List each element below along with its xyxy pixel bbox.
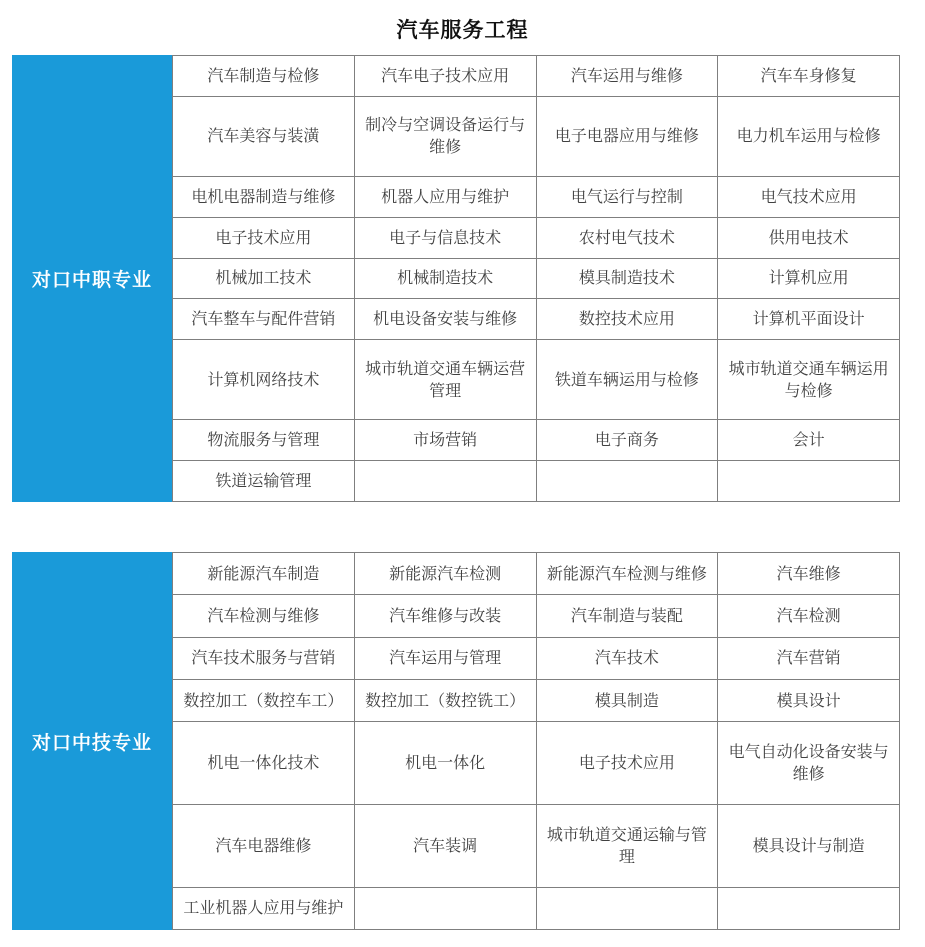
major-cell: 供用电技术 [718,217,900,258]
major-cell [354,461,536,502]
major-cell: 汽车美容与装潢 [173,96,355,176]
major-cell: 电子电器应用与维修 [536,96,718,176]
major-cell: 电气自动化设备安装与维修 [718,722,900,805]
table-row [173,722,900,805]
major-cell: 模具制造技术 [536,258,718,299]
major-cell: 城市轨道交通车辆运用与检修 [718,340,900,420]
major-table [172,552,900,930]
page-title: 汽车服务工程 [396,18,529,42]
major-cell: 计算机平面设计 [718,299,900,340]
major-cell: 数控加工（数控铣工） [354,679,536,721]
major-cell: 农村电气技术 [536,217,718,258]
major-cell: 模具制造 [536,679,718,721]
major-table [172,55,900,502]
major-cell: 汽车电器维修 [173,804,355,887]
section-technical-school [12,552,900,930]
major-cell: 汽车维修 [718,553,900,595]
major-cell: 汽车车身修复 [718,56,900,97]
major-cell: 电气技术应用 [718,176,900,217]
major-cell: 汽车维修与改装 [354,595,536,637]
major-cell: 模具设计 [718,679,900,721]
major-cell: 汽车装调 [354,804,536,887]
major-cell: 市场营销 [354,420,536,461]
major-cell: 计算机应用 [718,258,900,299]
major-cell: 会计 [718,420,900,461]
major-cell: 汽车技术服务与营销 [173,637,355,679]
major-cell: 电子商务 [536,420,718,461]
table-row [173,258,900,299]
major-cell: 机械制造技术 [354,258,536,299]
section-vocational-secondary [12,55,900,502]
major-cell: 机电一体化技术 [173,722,355,805]
major-cell: 新能源汽车检测 [354,553,536,595]
table-row [173,595,900,637]
major-cell: 电气运行与控制 [536,176,718,217]
major-cell: 电子技术应用 [536,722,718,805]
major-cell: 数控加工（数控车工） [173,679,355,721]
section-label: 对口中职专业 [12,55,172,502]
table-row [173,461,900,502]
major-cell [536,461,718,502]
major-cell: 计算机网络技术 [173,340,355,420]
major-cell: 制冷与空调设备运行与维修 [354,96,536,176]
major-cell: 模具设计与制造 [718,804,900,887]
major-cell: 新能源汽车制造 [173,553,355,595]
table-row [173,340,900,420]
major-cell: 汽车电子技术应用 [354,56,536,97]
table-row [173,96,900,176]
section-label: 对口中技专业 [12,552,172,930]
major-cell [718,461,900,502]
major-cell: 汽车制造与装配 [536,595,718,637]
major-cell [536,887,718,929]
major-cell: 电力机车运用与检修 [718,96,900,176]
major-cell: 电子技术应用 [173,217,355,258]
major-cell: 铁道车辆运用与检修 [536,340,718,420]
major-cell: 汽车整车与配件营销 [173,299,355,340]
major-cell: 汽车检测与维修 [173,595,355,637]
table-row [173,804,900,887]
major-cell: 物流服务与管理 [173,420,355,461]
table-row [173,420,900,461]
major-cell: 城市轨道交通车辆运营管理 [354,340,536,420]
major-cell: 电机电器制造与维修 [173,176,355,217]
major-cell: 工业机器人应用与维护 [173,887,355,929]
major-cell: 铁道运输管理 [173,461,355,502]
major-cell: 机电一体化 [354,722,536,805]
table-row [173,637,900,679]
table-row [173,679,900,721]
major-cell: 汽车运用与维修 [536,56,718,97]
table-row [173,887,900,929]
major-cell: 汽车营销 [718,637,900,679]
major-cell: 数控技术应用 [536,299,718,340]
major-cell: 电子与信息技术 [354,217,536,258]
table-row [173,176,900,217]
major-cell [354,887,536,929]
table-row [173,56,900,97]
major-cell: 汽车运用与管理 [354,637,536,679]
major-cell: 汽车技术 [536,637,718,679]
major-cell: 机器人应用与维护 [354,176,536,217]
major-cell: 新能源汽车检测与维修 [536,553,718,595]
major-cell: 城市轨道交通运输与管理 [536,804,718,887]
table-row [173,553,900,595]
major-cell: 汽车检测 [718,595,900,637]
major-cell: 机械加工技术 [173,258,355,299]
table-row [173,299,900,340]
major-cell: 机电设备安装与维修 [354,299,536,340]
major-cell: 汽车制造与检修 [173,56,355,97]
table-row [173,217,900,258]
major-cell [718,887,900,929]
